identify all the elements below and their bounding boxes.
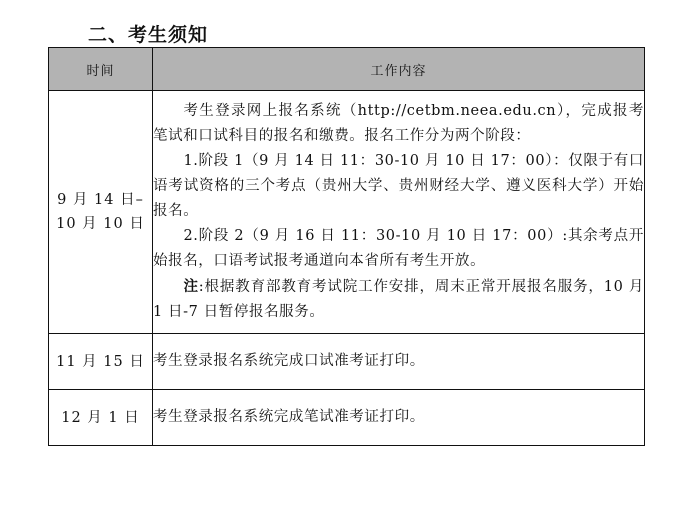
row-content-cell: 考生登录报名系统完成笔试准考证打印。	[153, 390, 645, 446]
row-time-cell: 12 月 1 日	[49, 390, 153, 446]
schedule-table	[48, 47, 645, 446]
content-paragraph: 2.阶段 2（9 月 16 日 11：30-10 月 10 日 17：00）:其余考点开始报名，口语考试报考通道向本省所有考生开放。	[153, 228, 644, 269]
header-work-content: 工作内容	[153, 48, 645, 91]
row-time-cell: 11 月 15 日	[49, 334, 153, 390]
table-header-row	[49, 48, 645, 91]
note-paragraph	[153, 274, 644, 325]
table-row	[49, 390, 645, 446]
row-time-line: 10 月 10 日	[56, 216, 145, 232]
content-paragraph: 1.阶段 1（9 月 14 日 11：30-10 月 10 日 17：00）：仅限于有口语考试资格的三个考点（贵州大学、贵州财经大学、遵义医科大学）开始报名。	[153, 153, 644, 219]
table-row	[49, 91, 645, 334]
row-content-cell	[153, 91, 645, 334]
section-title: 二、考生须知	[88, 24, 209, 46]
row-time-line: 9 月 14 日–	[57, 192, 144, 208]
header-time: 时间	[49, 48, 153, 91]
content-paragraph: 考生登录网上报名系统（http://cetbm.neea.edu.cn），完成报考笔试和口试科目的报名和缴费。报名工作分为两个阶段：	[153, 103, 644, 144]
row-content-cell: 考生登录报名系统完成口试准考证打印。	[153, 334, 645, 390]
note-text: :根据教育部教育考试院工作安排，周末正常开展报名服务，10 月 1 日-7 日暂停报名服务。	[153, 279, 644, 320]
row-time-cell	[49, 91, 153, 334]
table-row	[49, 334, 645, 390]
note-label: 注	[183, 278, 199, 295]
